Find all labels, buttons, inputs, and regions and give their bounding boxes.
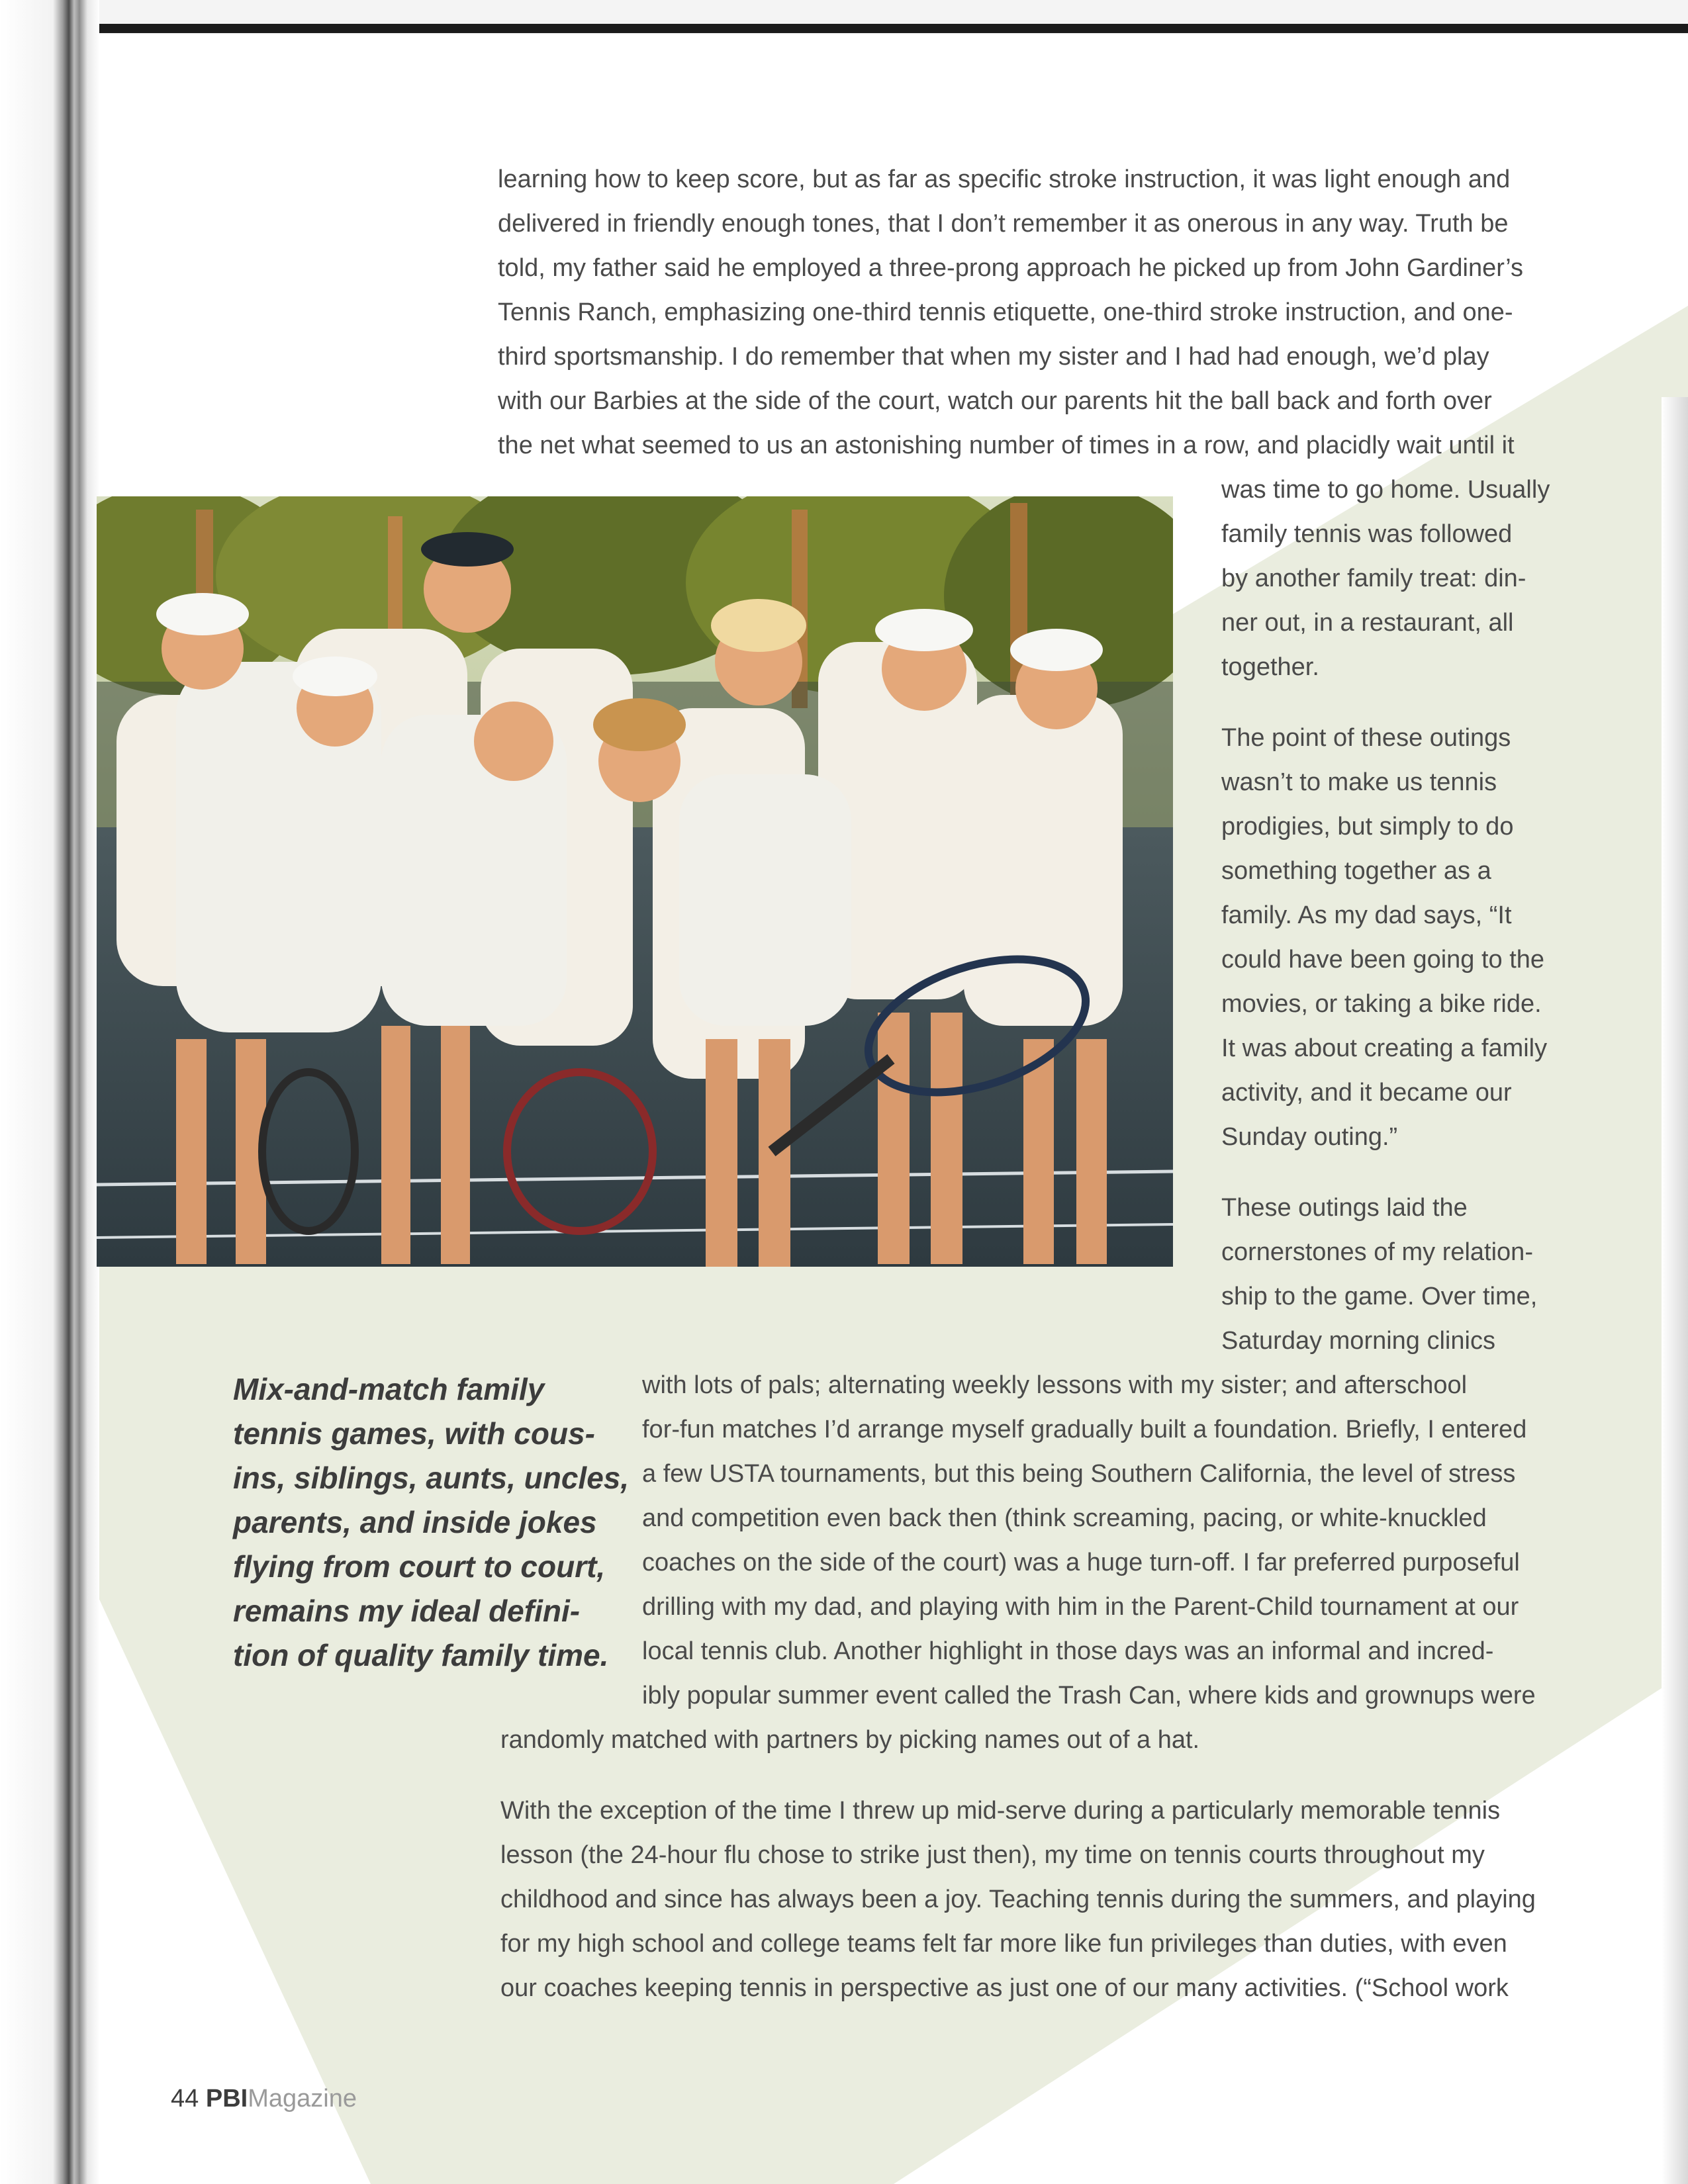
paragraph-2-line-6: could have been going to the [1221,946,1545,974]
page-number: 44 [171,2085,199,2113]
page-footer [171,2085,357,2113]
pull-quote-line-3: ins, siblings, aunts, uncles, [233,1461,630,1495]
paragraph-3-line-1: These outings laid the [1221,1194,1468,1222]
paragraph-2-line-8: It was about creating a family [1221,1034,1548,1062]
pull-quote-line-6: remains my ideal defini- [233,1594,581,1628]
binding-spine [0,0,99,2184]
pull-quote-line-7: tion of quality family time. [233,1638,609,1672]
paragraph-1-line-12: together. [1221,653,1319,681]
paragraph-2-line-1: The point of these outings [1221,724,1511,752]
paragraph-1-line-10: by another family treat: din- [1221,565,1526,592]
paragraph-1-line-7: the net what seemed to us an astonishing number of times in a row, and placidly wait until it [498,432,1515,459]
paragraph-1-line-4: Tennis Ranch, emphasizing one-third tennis etiquette, one-third stroke instruction, and one- [498,298,1513,326]
paragraph-2-line-7: movies, or taking a bike ride. [1221,990,1542,1018]
paragraph-3-line-2: cornerstones of my relation- [1221,1238,1533,1266]
paragraph-4-line-5: our coaches keeping tennis in perspective as just one of our many activities. (“School work [500,1974,1509,2002]
paragraph-1-line-8: was time to go home. Usually [1221,476,1550,504]
family-tennis-photo [97,496,1173,1267]
brand-bold: PBI [205,2085,248,2113]
pull-quote-line-5: flying from court to court, [233,1549,606,1584]
paragraph-1-line-6: with our Barbies at the side of the court, watch our parents hit the ball back and forth over [498,387,1492,415]
paragraph-4-line-4: for my high school and college teams felt far more like fun privileges than duties, with even [500,1930,1507,1958]
paragraph-1-line-3: told, my father said he employed a three-prong approach he picked up from John Gardiner’s [498,254,1524,282]
paragraph-4-line-3: childhood and since has always been a joy. Teaching tennis during the summers, and playing [500,1886,1536,1913]
paragraph-1-line-1: learning how to keep score, but as far as specific stroke instruction, it was light enough and [498,165,1511,193]
paragraph-2-line-5: family. As my dad says, “It [1221,901,1512,929]
paragraph-3-line-9: coaches on the side of the court) was a huge turn-off. I far preferred purposeful [642,1549,1520,1576]
paragraph-4-line-1: With the exception of the time I threw up mid-serve during a particularly memorable tennis [500,1797,1501,1825]
paragraph-3-line-11: local tennis club. Another highlight in those days was an informal and incred- [642,1637,1494,1665]
paragraph-3-line-3: ship to the game. Over time, [1221,1283,1538,1310]
paragraph-3-line-5: with lots of pals; alternating weekly lessons with my sister; and afterschool [642,1371,1468,1399]
paragraph-1-line-11: ner out, in a restaurant, all [1221,609,1514,637]
paragraph-2-line-9: activity, and it became our [1221,1079,1512,1107]
paragraph-1-line-5: third sportsmanship. I do remember that when my sister and I had had enough, we’d play [498,343,1489,371]
paragraph-2-line-2: wasn’t to make us tennis [1221,768,1497,796]
paragraph-1-line-2: delivered in friendly enough tones, that I don’t remember it as onerous in any way. Truth be [498,210,1509,238]
paragraph-3-line-6: for-fun matches I’d arrange myself gradually built a foundation. Briefly, I entered [642,1416,1527,1443]
paragraph-3-line-12: ibly popular summer event called the Trash Can, where kids and grownups were [642,1682,1536,1709]
paragraph-3-line-8: and competition even back then (think screaming, pacing, or white-knuckled [642,1504,1487,1532]
pull-quote-line-4: parents, and inside jokes [233,1505,597,1539]
paragraph-3-line-7: a few USTA tournaments, but this being Southern California, the level of stress [642,1460,1516,1488]
paragraph-2-line-3: prodigies, but simply to do [1221,813,1514,841]
pull-quote-line-2: tennis games, with cous- [233,1416,595,1451]
paragraph-2-line-4: something together as a [1221,857,1491,885]
pull-quote-line-1: Mix-and-match family [233,1372,545,1406]
paragraph-3-line-4: Saturday morning clinics [1221,1327,1495,1355]
pull-quote [233,1367,629,1678]
paragraph-4-line-2: lesson (the 24-hour flu chose to strike just then), my time on tennis courts throughout my [500,1841,1485,1869]
paragraph-2-line-10: Sunday outing.” [1221,1123,1398,1151]
paragraph-3-line-10: drilling with my dad, and playing with him in the Parent-Child tournament at our [642,1593,1519,1621]
page-right-edge-shadow [1662,397,1688,2184]
paragraph-3-line-13: randomly matched with partners by picking names out of a hat. [500,1726,1200,1754]
paragraph-1-line-9: family tennis was followed [1221,520,1513,548]
brand-light: Magazine [248,2085,357,2113]
